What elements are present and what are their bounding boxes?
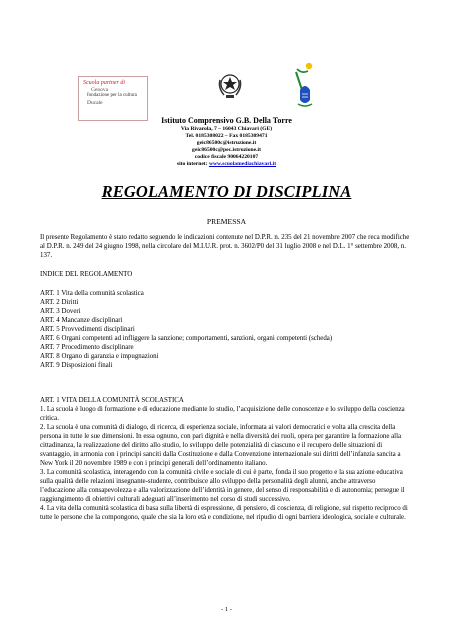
art1-point: 2. La scuola è una comunità di dialogo, di ricerca, di esperienza sociale, informata ai valori democratici e volta alla crescita della persona in tutte le sue dimensioni. In essa ognuno, con pari dignità e nella diversità dei ruoli, opera per garantire la formazione alla cittadinanza, la realizzazione del diritto allo studio, lo sviluppo delle potenzialità di ciascuno e il recupero delle situazioni di svantaggio, in armonia con i principi sanciti dalla Costituzione e dalla Convenzione internazionale sui diritti dell’infanzia sancita a New York il 20 novembre 1989 e con i principi generali dell’ordinamento italiano.: [40, 424, 402, 467]
index-heading: [40, 270, 412, 279]
page-number: - 1 -: [221, 606, 232, 613]
index-item: ART. 1 Vita della comunità scolastica: [40, 290, 144, 297]
document-title: REGOLAMENTO DI DISCIPLINA: [101, 182, 352, 201]
index-item: ART. 4 Mancanze disciplinari: [40, 317, 123, 324]
institution-website: [0, 161, 453, 168]
index-item: ART. 9 Disposizioni finali: [40, 362, 113, 369]
premessa-text: Il presente Regolamento è stato redatto seguendo le indicazioni contenute nel D.P.R. n. 235 del 21 novembre 2007 che reca modifiche al D.P.R. n. 249 del 24 giugno 1998, nella circolare del M.I.U.R. prot. n. 3602/P0 del 31 luglio 2008 e nel D.L. 1° settembre 2008, n. 137.: [40, 234, 410, 259]
institution-phone-fax: Tel. 0185308022 – Fax 0185309471: [185, 133, 268, 139]
index-item: ART. 2 Diritti: [40, 299, 79, 306]
website-label: sito internet:: [176, 161, 209, 167]
school-mascot-logo-icon: [290, 60, 320, 110]
partner-logo-line2: Genova: [91, 86, 109, 93]
art1-point: 1. La scuola è luogo di formazione e di educazione mediante lo studio, l’acquisizione delle conoscenze e lo sviluppo della coscienza critica.: [40, 406, 405, 422]
school-partner-logo: [78, 76, 148, 121]
premessa-heading: PREMESSA: [206, 217, 247, 226]
art1-point: 3. La comunità scolastica, interagendo con la comunità civile e sociale di cui è parte, fonda il suo progetto e la sua azione educativa sulla qualità delle relazioni insegnante-studente, contribuisce allo sviluppo della personalità degli alunni, anche attraverso l’educazione alla consapevolezza e alla valorizzazione dell’identità in genere, del senso di responsabilità e di autonomia; persegue il raggiungimento di obiettivi culturali adeguati all’inserimento nel corso di studi successivo.: [40, 469, 405, 503]
partner-logo-line3: fondazione per la cultura: [87, 93, 137, 98]
website-link[interactable]: www.scuolamediachiavari.it: [208, 161, 277, 167]
partner-logo-line1: Scuola partner di: [83, 80, 125, 86]
institution-name: Istituto Comprensivo G.B. Della Torre: [161, 116, 292, 125]
institution-pec-email: geic86500c@pec.istruzione.it: [192, 147, 261, 153]
institution-address: Via Rivarola, 7 – 16043 Chiavari (GE): [180, 126, 273, 132]
index-item: ART. 6 Organi competenti ad infliggere la sanzione; comportamenti, sanzioni, organi competenti (scheda): [40, 335, 333, 342]
institution-fiscal-code: codice fiscale 90064220107: [194, 154, 259, 160]
art1-heading: [40, 396, 412, 405]
partner-logo-line4: Ducale: [87, 99, 103, 106]
index-item: ART. 5 Provvedimenti disciplinari: [40, 326, 135, 333]
index-item: ART. 8 Organo di garanzia e impugnazioni: [40, 353, 159, 360]
art1-heading-text: ART. 1 VITA DELLA COMUNITÀ SCOLASTICA: [40, 397, 184, 404]
index-heading-text: INDICE DEL REGOLAMENTO: [40, 271, 133, 278]
italian-republic-emblem-icon: [217, 70, 243, 100]
art1-body: [40, 405, 412, 522]
institution-block: [0, 116, 453, 168]
institution-email: geic86500c@istruzione.it: [196, 140, 257, 146]
index-item: ART. 3 Doveri: [40, 308, 81, 315]
premessa-paragraph: [40, 233, 412, 260]
art1-point: 4. La vita della comunità scolastica di basa sulla libertà di espressione, di pensiero, di coscienza, di religione, sul rispetto reciproco di tutte le persone che la compongono, quale che sia la loro età e condizione, nel ripudio di ogni barriera ideologica, sociale e culturale.: [40, 505, 408, 521]
index-list: [40, 289, 412, 370]
index-item: ART. 7 Procedimento disciplinare: [40, 344, 134, 351]
